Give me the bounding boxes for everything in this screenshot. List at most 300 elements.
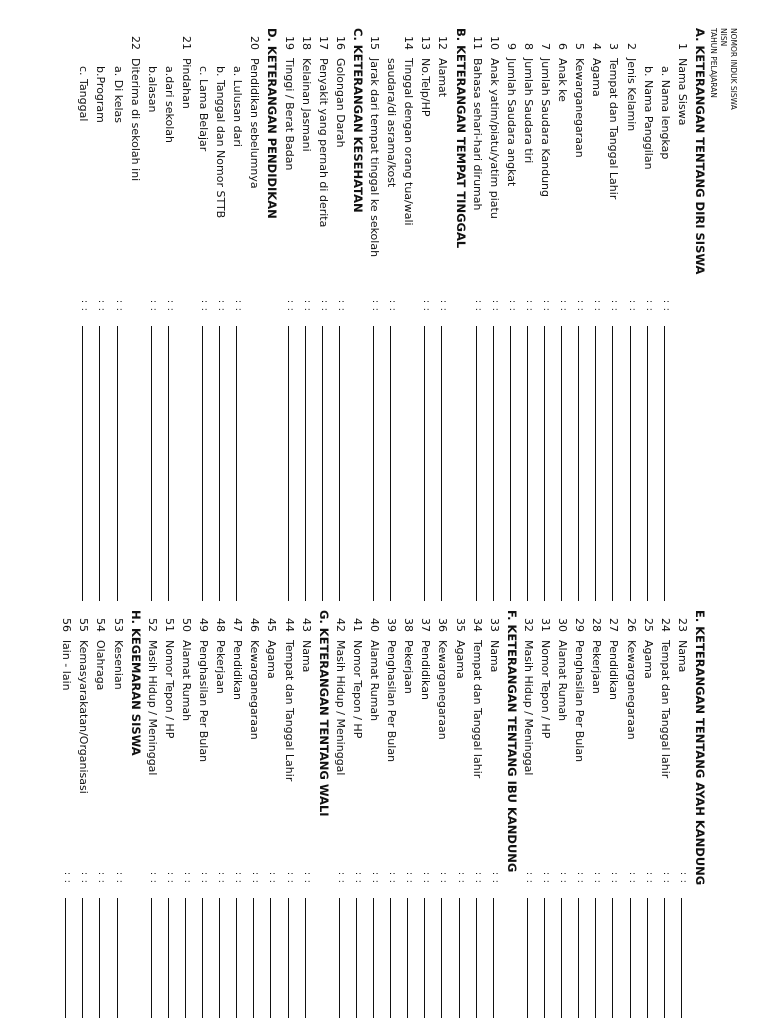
form-row bbox=[452, 610, 469, 1024]
field-label: Pekerjaan bbox=[214, 640, 228, 694]
row-number: 40 bbox=[368, 618, 382, 632]
field-label: Nomor Tepon / HP bbox=[162, 640, 176, 739]
field-colon: : : bbox=[113, 300, 124, 312]
field-label: Tinggi / Berat Badan bbox=[282, 58, 296, 171]
form-row bbox=[110, 610, 127, 1024]
row-number: 20 bbox=[248, 36, 262, 50]
section-title: B. KETERANGAN TEMPAT TINGGAL bbox=[453, 28, 468, 249]
field-colon: : : bbox=[643, 872, 654, 884]
section-heading bbox=[691, 610, 708, 1024]
field-colon: : : bbox=[626, 300, 637, 312]
row-number: 38 bbox=[402, 618, 416, 632]
row-number: 22 bbox=[128, 36, 142, 50]
form-row bbox=[435, 28, 452, 458]
form-row bbox=[640, 28, 657, 458]
field-label: Jumlah Saudara angkat bbox=[504, 58, 518, 187]
row-number: 7 bbox=[539, 43, 553, 50]
fill-in-line[interactable] bbox=[236, 326, 237, 601]
section-heading bbox=[264, 28, 281, 458]
form-row bbox=[674, 610, 691, 1024]
form-row bbox=[298, 610, 315, 1024]
row-number: 51 bbox=[162, 618, 176, 632]
field-label: Tinggal dengan orang tua/wali bbox=[402, 58, 416, 226]
form-row bbox=[178, 28, 195, 458]
field-colon: : : bbox=[421, 872, 432, 884]
fill-in-line[interactable] bbox=[664, 898, 665, 1018]
field-colon: : : bbox=[370, 872, 381, 884]
field-label: a. Di kelas bbox=[111, 66, 125, 124]
row-number: 26 bbox=[624, 618, 638, 632]
fill-in-line[interactable] bbox=[117, 898, 118, 1018]
field-colon: : : bbox=[335, 300, 346, 312]
fill-in-line[interactable] bbox=[442, 898, 443, 1018]
row-number: 25 bbox=[641, 618, 655, 632]
field-colon: : : bbox=[335, 872, 346, 884]
form-row bbox=[520, 610, 537, 1024]
row-number: 49 bbox=[197, 618, 211, 632]
fill-in-line[interactable] bbox=[168, 326, 169, 601]
field-label: lain - lain bbox=[60, 640, 74, 691]
header-tahun-pelajaran: TAHUN PELAJARAN bbox=[709, 28, 718, 98]
fill-in-line[interactable] bbox=[288, 898, 289, 1018]
field-colon: : : bbox=[541, 300, 552, 312]
fill-in-line[interactable] bbox=[424, 326, 425, 601]
row-number: 28 bbox=[590, 618, 604, 632]
row-number: 16 bbox=[333, 36, 347, 50]
row-number: 39 bbox=[385, 618, 399, 632]
field-label: a. Nama lengkap bbox=[658, 66, 672, 160]
section-title: H. KEGEMARAN SISWA bbox=[128, 610, 143, 756]
fill-in-line[interactable] bbox=[339, 326, 340, 601]
field-label: Pekerjaan bbox=[590, 640, 604, 694]
field-colon: : : bbox=[472, 300, 483, 312]
fill-in-line[interactable] bbox=[65, 898, 66, 1018]
form-row bbox=[349, 610, 366, 1024]
fill-in-line[interactable] bbox=[544, 898, 545, 1018]
form-row bbox=[127, 28, 144, 458]
field-colon: : : bbox=[575, 872, 586, 884]
row-number: 17 bbox=[316, 36, 330, 50]
fill-in-line[interactable] bbox=[100, 898, 101, 1018]
field-colon: : : bbox=[199, 300, 210, 312]
field-label: Pendidikan bbox=[419, 640, 433, 700]
form-row bbox=[366, 28, 383, 458]
fill-in-line[interactable] bbox=[613, 326, 614, 601]
field-label: a. Lulusan dari bbox=[231, 66, 245, 147]
form-row bbox=[93, 610, 110, 1024]
fill-in-line[interactable] bbox=[681, 898, 682, 1018]
field-label: Nama Siswa bbox=[675, 58, 689, 126]
field-label: No.Telp/HP bbox=[419, 58, 433, 117]
row-number: 29 bbox=[573, 618, 587, 632]
field-colon: : : bbox=[524, 872, 534, 884]
field-label: Tempat dan Tanggal Lahir bbox=[607, 58, 621, 200]
row-number: 11 bbox=[470, 36, 484, 50]
field-label: Alamat bbox=[436, 58, 450, 98]
fill-in-line[interactable] bbox=[510, 326, 511, 601]
fill-in-line[interactable] bbox=[185, 898, 186, 1018]
fill-in-line[interactable] bbox=[407, 898, 408, 1018]
field-label: Penghasilan Per Bulan bbox=[573, 640, 587, 763]
row-number: 23 bbox=[675, 618, 689, 632]
form-row bbox=[469, 28, 486, 458]
form-row bbox=[212, 610, 229, 1024]
form-row bbox=[400, 610, 417, 1024]
fill-in-line[interactable] bbox=[356, 898, 357, 1018]
field-label: Pindahan bbox=[180, 58, 193, 109]
fill-in-line[interactable] bbox=[664, 326, 665, 601]
form-row bbox=[195, 610, 212, 1024]
form-row bbox=[383, 28, 400, 458]
form-row bbox=[417, 610, 434, 1024]
form-row bbox=[571, 610, 588, 1024]
row-number: 41 bbox=[351, 618, 364, 632]
field-label: Nama bbox=[299, 640, 313, 673]
field-label: Tempat dan Tanggal Lahir bbox=[282, 640, 296, 782]
field-colon: : : bbox=[216, 872, 227, 884]
field-colon: : : bbox=[199, 872, 210, 884]
field-label: Masih Hidup / Meninggal bbox=[145, 640, 159, 776]
field-label: Nomor Tepon / HP bbox=[539, 640, 553, 739]
field-colon: : : bbox=[284, 872, 295, 884]
form-row bbox=[554, 28, 571, 458]
fill-in-line[interactable] bbox=[288, 326, 289, 601]
row-number: 37 bbox=[419, 618, 433, 632]
field-label: Anak ke bbox=[556, 58, 570, 102]
form-row bbox=[144, 610, 161, 1024]
fill-in-line[interactable] bbox=[442, 326, 443, 601]
fill-in-line[interactable] bbox=[493, 326, 494, 601]
field-colon: : : bbox=[182, 872, 192, 884]
row-number: 6 bbox=[556, 43, 570, 50]
fill-in-line[interactable] bbox=[561, 898, 562, 1018]
form-row bbox=[486, 28, 503, 458]
field-colon: : : bbox=[455, 872, 466, 884]
field-label: Diterima di sekolah ini bbox=[128, 58, 142, 182]
form-row bbox=[623, 28, 640, 458]
fill-in-line[interactable] bbox=[151, 326, 152, 601]
form-row bbox=[212, 28, 229, 458]
field-colon: : : bbox=[96, 300, 107, 312]
field-label: Agama bbox=[453, 640, 467, 679]
field-label: Agama bbox=[590, 58, 604, 97]
fill-in-line[interactable] bbox=[459, 898, 460, 1018]
form-row bbox=[332, 610, 349, 1024]
field-label: b. Nama Panggilan bbox=[641, 66, 655, 170]
field-label: Masih Hidup / Meninggal bbox=[522, 640, 535, 776]
form-row bbox=[623, 610, 640, 1024]
header-nisn: NISN bbox=[719, 28, 728, 47]
form-row bbox=[657, 28, 674, 458]
field-label: Jenis Kelamin bbox=[624, 58, 638, 132]
field-colon: : : bbox=[96, 872, 107, 884]
form-row bbox=[537, 28, 554, 458]
row-number: 31 bbox=[539, 618, 553, 632]
field-colon: : : bbox=[489, 872, 500, 884]
fill-in-line[interactable] bbox=[595, 326, 596, 601]
form-row bbox=[674, 28, 691, 458]
field-label: Agama bbox=[641, 640, 655, 679]
fill-in-line[interactable] bbox=[595, 898, 596, 1018]
field-label: c. Lama Belajar bbox=[197, 66, 211, 152]
fill-in-line[interactable] bbox=[647, 326, 648, 601]
form-row bbox=[640, 610, 657, 1024]
field-label: Alamat Rumah bbox=[368, 640, 382, 722]
field-colon: : : bbox=[438, 872, 449, 884]
row-number: 13 bbox=[419, 36, 433, 50]
form-row bbox=[58, 610, 75, 1024]
field-label: Jarak dari tempat tinggal ke sekolah bbox=[368, 58, 382, 258]
form-row bbox=[486, 610, 503, 1024]
fill-in-line[interactable] bbox=[476, 326, 477, 601]
field-label: b.alasan bbox=[145, 66, 159, 113]
field-colon: : : bbox=[267, 872, 278, 884]
field-colon: : : bbox=[438, 300, 449, 312]
field-colon: : : bbox=[164, 300, 175, 312]
fill-in-line[interactable] bbox=[527, 326, 528, 601]
fill-in-line[interactable] bbox=[322, 326, 323, 601]
form-row bbox=[571, 28, 588, 458]
field-colon: : : bbox=[472, 872, 483, 884]
section-title: G. KETERANGAN TENTANG WALI bbox=[316, 610, 331, 817]
fill-in-line[interactable] bbox=[168, 898, 169, 1018]
fill-in-line[interactable] bbox=[373, 326, 374, 601]
form-row bbox=[503, 28, 520, 458]
row-number: 30 bbox=[556, 618, 570, 632]
fill-in-line[interactable] bbox=[202, 326, 203, 601]
fill-in-line[interactable] bbox=[219, 326, 220, 601]
field-label: Tempat dan Tanggal lahir bbox=[658, 640, 672, 779]
form-row bbox=[246, 610, 263, 1024]
form-row bbox=[606, 610, 623, 1024]
field-label: Nama bbox=[487, 640, 501, 673]
field-colon: : : bbox=[164, 872, 175, 884]
field-colon: : : bbox=[233, 300, 244, 312]
fill-in-line[interactable] bbox=[271, 898, 272, 1018]
fill-in-line[interactable] bbox=[305, 326, 306, 601]
fill-in-line[interactable] bbox=[390, 326, 391, 601]
field-label: Nama bbox=[675, 640, 689, 673]
form-row bbox=[520, 28, 537, 458]
form-row bbox=[178, 610, 195, 1024]
form-row bbox=[161, 28, 178, 458]
fill-in-line[interactable] bbox=[305, 898, 306, 1018]
field-label: Golongan Darah bbox=[333, 58, 347, 148]
field-colon: : : bbox=[233, 872, 244, 884]
row-number: 24 bbox=[658, 618, 672, 632]
section-title: C. KETERANGAN KESEHATAN bbox=[351, 28, 365, 213]
row-number: 46 bbox=[248, 618, 262, 632]
field-label: Nomor Tepon / HP bbox=[351, 640, 364, 739]
form-row bbox=[75, 28, 92, 458]
fill-in-line[interactable] bbox=[476, 898, 477, 1018]
form-row bbox=[144, 28, 161, 458]
row-number: 34 bbox=[470, 618, 484, 632]
fill-in-line[interactable] bbox=[253, 898, 254, 1018]
fill-in-line[interactable] bbox=[82, 898, 83, 1018]
form-row bbox=[657, 610, 674, 1024]
row-number: 43 bbox=[299, 618, 313, 632]
row-number: 8 bbox=[522, 43, 535, 50]
row-number: 35 bbox=[453, 618, 467, 632]
fill-in-line[interactable] bbox=[219, 898, 220, 1018]
section-heading bbox=[691, 28, 708, 458]
field-colon: : : bbox=[541, 872, 552, 884]
field-colon: : : bbox=[524, 300, 534, 312]
fill-in-line[interactable] bbox=[630, 326, 631, 601]
field-label: Kesenian bbox=[111, 640, 125, 690]
fill-in-line[interactable] bbox=[82, 326, 83, 601]
field-colon: : : bbox=[216, 300, 227, 312]
fill-in-line[interactable] bbox=[390, 898, 391, 1018]
fill-in-line[interactable] bbox=[202, 898, 203, 1018]
field-label: Penyakit yang pernah di derita bbox=[316, 58, 330, 228]
form-row bbox=[332, 28, 349, 458]
field-colon: : : bbox=[660, 872, 671, 884]
field-label: Bahasa sehari-hari dirumah bbox=[470, 58, 484, 211]
fill-in-line[interactable] bbox=[424, 898, 425, 1018]
fill-in-line[interactable] bbox=[527, 898, 528, 1018]
field-label: a.dari sekolah bbox=[162, 66, 176, 144]
field-label: saudara/di asrama/kost bbox=[385, 58, 399, 188]
row-number: 32 bbox=[522, 618, 535, 632]
field-colon: : : bbox=[643, 300, 654, 312]
row-number: 56 bbox=[60, 618, 74, 632]
field-colon: : : bbox=[404, 872, 415, 884]
fill-in-line[interactable] bbox=[117, 326, 118, 601]
section-title: A. KETERANGAN TENTANG DIRI SISWA bbox=[693, 28, 707, 275]
form-row bbox=[383, 610, 400, 1024]
field-colon: : : bbox=[421, 300, 432, 312]
form-row bbox=[161, 610, 178, 1024]
row-number: 45 bbox=[265, 618, 279, 632]
section-title: E. KETERANGAN TENTANG AYAH KANDUNG bbox=[693, 610, 707, 886]
form-row bbox=[298, 28, 315, 458]
field-colon: : : bbox=[558, 300, 569, 312]
field-label: Kewarganegaraan bbox=[624, 640, 638, 740]
form-row bbox=[417, 28, 434, 458]
form-row bbox=[366, 610, 383, 1024]
row-number: 53 bbox=[111, 618, 125, 632]
field-colon: : : bbox=[250, 872, 261, 884]
field-label: Kewarganegaraan bbox=[248, 640, 262, 740]
field-colon: : : bbox=[79, 872, 90, 884]
field-colon: : : bbox=[489, 300, 500, 312]
field-colon: : : bbox=[592, 872, 603, 884]
row-number: 52 bbox=[145, 618, 159, 632]
section-heading bbox=[349, 28, 366, 458]
fill-in-line[interactable] bbox=[613, 898, 614, 1018]
field-colon: : : bbox=[660, 300, 671, 312]
field-label: Penghasilan Per Bulan bbox=[385, 640, 399, 763]
field-colon: : : bbox=[301, 300, 312, 312]
section-heading bbox=[315, 610, 332, 1024]
row-number: 33 bbox=[487, 618, 501, 632]
form-row bbox=[281, 610, 298, 1024]
row-number: 15 bbox=[368, 36, 382, 50]
header-nomor-induk: NOMOR INDUK SISWA bbox=[729, 28, 738, 110]
row-number: 48 bbox=[214, 618, 228, 632]
row-number: 10 bbox=[487, 36, 501, 50]
section-heading bbox=[452, 28, 469, 458]
fill-in-line[interactable] bbox=[373, 898, 374, 1018]
field-label: Tempat dan Tanggal lahir bbox=[470, 640, 484, 779]
row-number: 18 bbox=[299, 36, 313, 50]
fill-in-line[interactable] bbox=[578, 898, 579, 1018]
form-row bbox=[435, 610, 452, 1024]
field-colon: : : bbox=[677, 872, 688, 884]
fill-in-line[interactable] bbox=[236, 898, 237, 1018]
row-number: 42 bbox=[333, 618, 347, 632]
field-label: c. Tanggal bbox=[77, 66, 91, 122]
fill-in-line[interactable] bbox=[544, 326, 545, 601]
field-label: Masih Hidup / Meninggal bbox=[333, 640, 347, 776]
fill-in-line[interactable] bbox=[561, 326, 562, 601]
form-row bbox=[246, 28, 263, 458]
fill-in-line[interactable] bbox=[100, 326, 101, 601]
fill-in-line[interactable] bbox=[630, 898, 631, 1018]
field-colon: : : bbox=[575, 300, 586, 312]
fill-in-line[interactable] bbox=[578, 326, 579, 601]
form-row bbox=[400, 28, 417, 458]
field-colon: : : bbox=[62, 872, 73, 884]
field-label: Anak yatim/piatu/yatim piatu bbox=[487, 58, 501, 219]
row-number: 27 bbox=[607, 618, 621, 632]
field-label: Alamat Rumah bbox=[180, 640, 193, 722]
field-label: Kemasyarakatan/Organisasi bbox=[77, 640, 91, 794]
field-colon: : : bbox=[370, 300, 381, 312]
row-number: 55 bbox=[77, 618, 91, 632]
field-label: Kelainan Jasmani bbox=[299, 58, 313, 152]
row-number: 3 bbox=[607, 43, 621, 50]
field-label: Agama bbox=[265, 640, 279, 679]
form-row bbox=[315, 28, 332, 458]
form-row bbox=[264, 610, 281, 1024]
field-colon: : : bbox=[147, 872, 158, 884]
row-number: 14 bbox=[402, 36, 416, 50]
field-label: Pendidikan bbox=[607, 640, 621, 700]
fill-in-line[interactable] bbox=[493, 898, 494, 1018]
fill-in-line[interactable] bbox=[339, 898, 340, 1018]
field-label: b. Tanggal dan Nomor STTB bbox=[214, 66, 228, 219]
fill-in-line[interactable] bbox=[647, 898, 648, 1018]
field-label: Pendidikan bbox=[231, 640, 245, 700]
field-colon: : : bbox=[387, 300, 398, 312]
row-number: 5 bbox=[573, 43, 587, 50]
field-label: Pekerjaan bbox=[402, 640, 416, 694]
section-heading bbox=[127, 610, 144, 1024]
field-colon: : : bbox=[387, 872, 398, 884]
section-title: D. KETERANGAN PENDIDIKAN bbox=[265, 28, 280, 219]
field-label: Penghasilan Per Bulan bbox=[197, 640, 211, 763]
fill-in-line[interactable] bbox=[151, 898, 152, 1018]
section-heading bbox=[503, 610, 520, 1024]
form-row bbox=[229, 610, 246, 1024]
row-number: 9 bbox=[504, 43, 518, 50]
form-row bbox=[606, 28, 623, 458]
form-row bbox=[537, 610, 554, 1024]
field-colon: : : bbox=[592, 300, 603, 312]
form-row bbox=[229, 28, 246, 458]
form-row bbox=[469, 610, 486, 1024]
form-row bbox=[588, 28, 605, 458]
row-number: 4 bbox=[590, 43, 604, 50]
form-row bbox=[195, 28, 212, 458]
field-colon: : : bbox=[506, 300, 517, 312]
form-row bbox=[93, 28, 110, 458]
row-number: 50 bbox=[180, 618, 193, 632]
field-label: Kewarganegaraan bbox=[573, 58, 587, 158]
